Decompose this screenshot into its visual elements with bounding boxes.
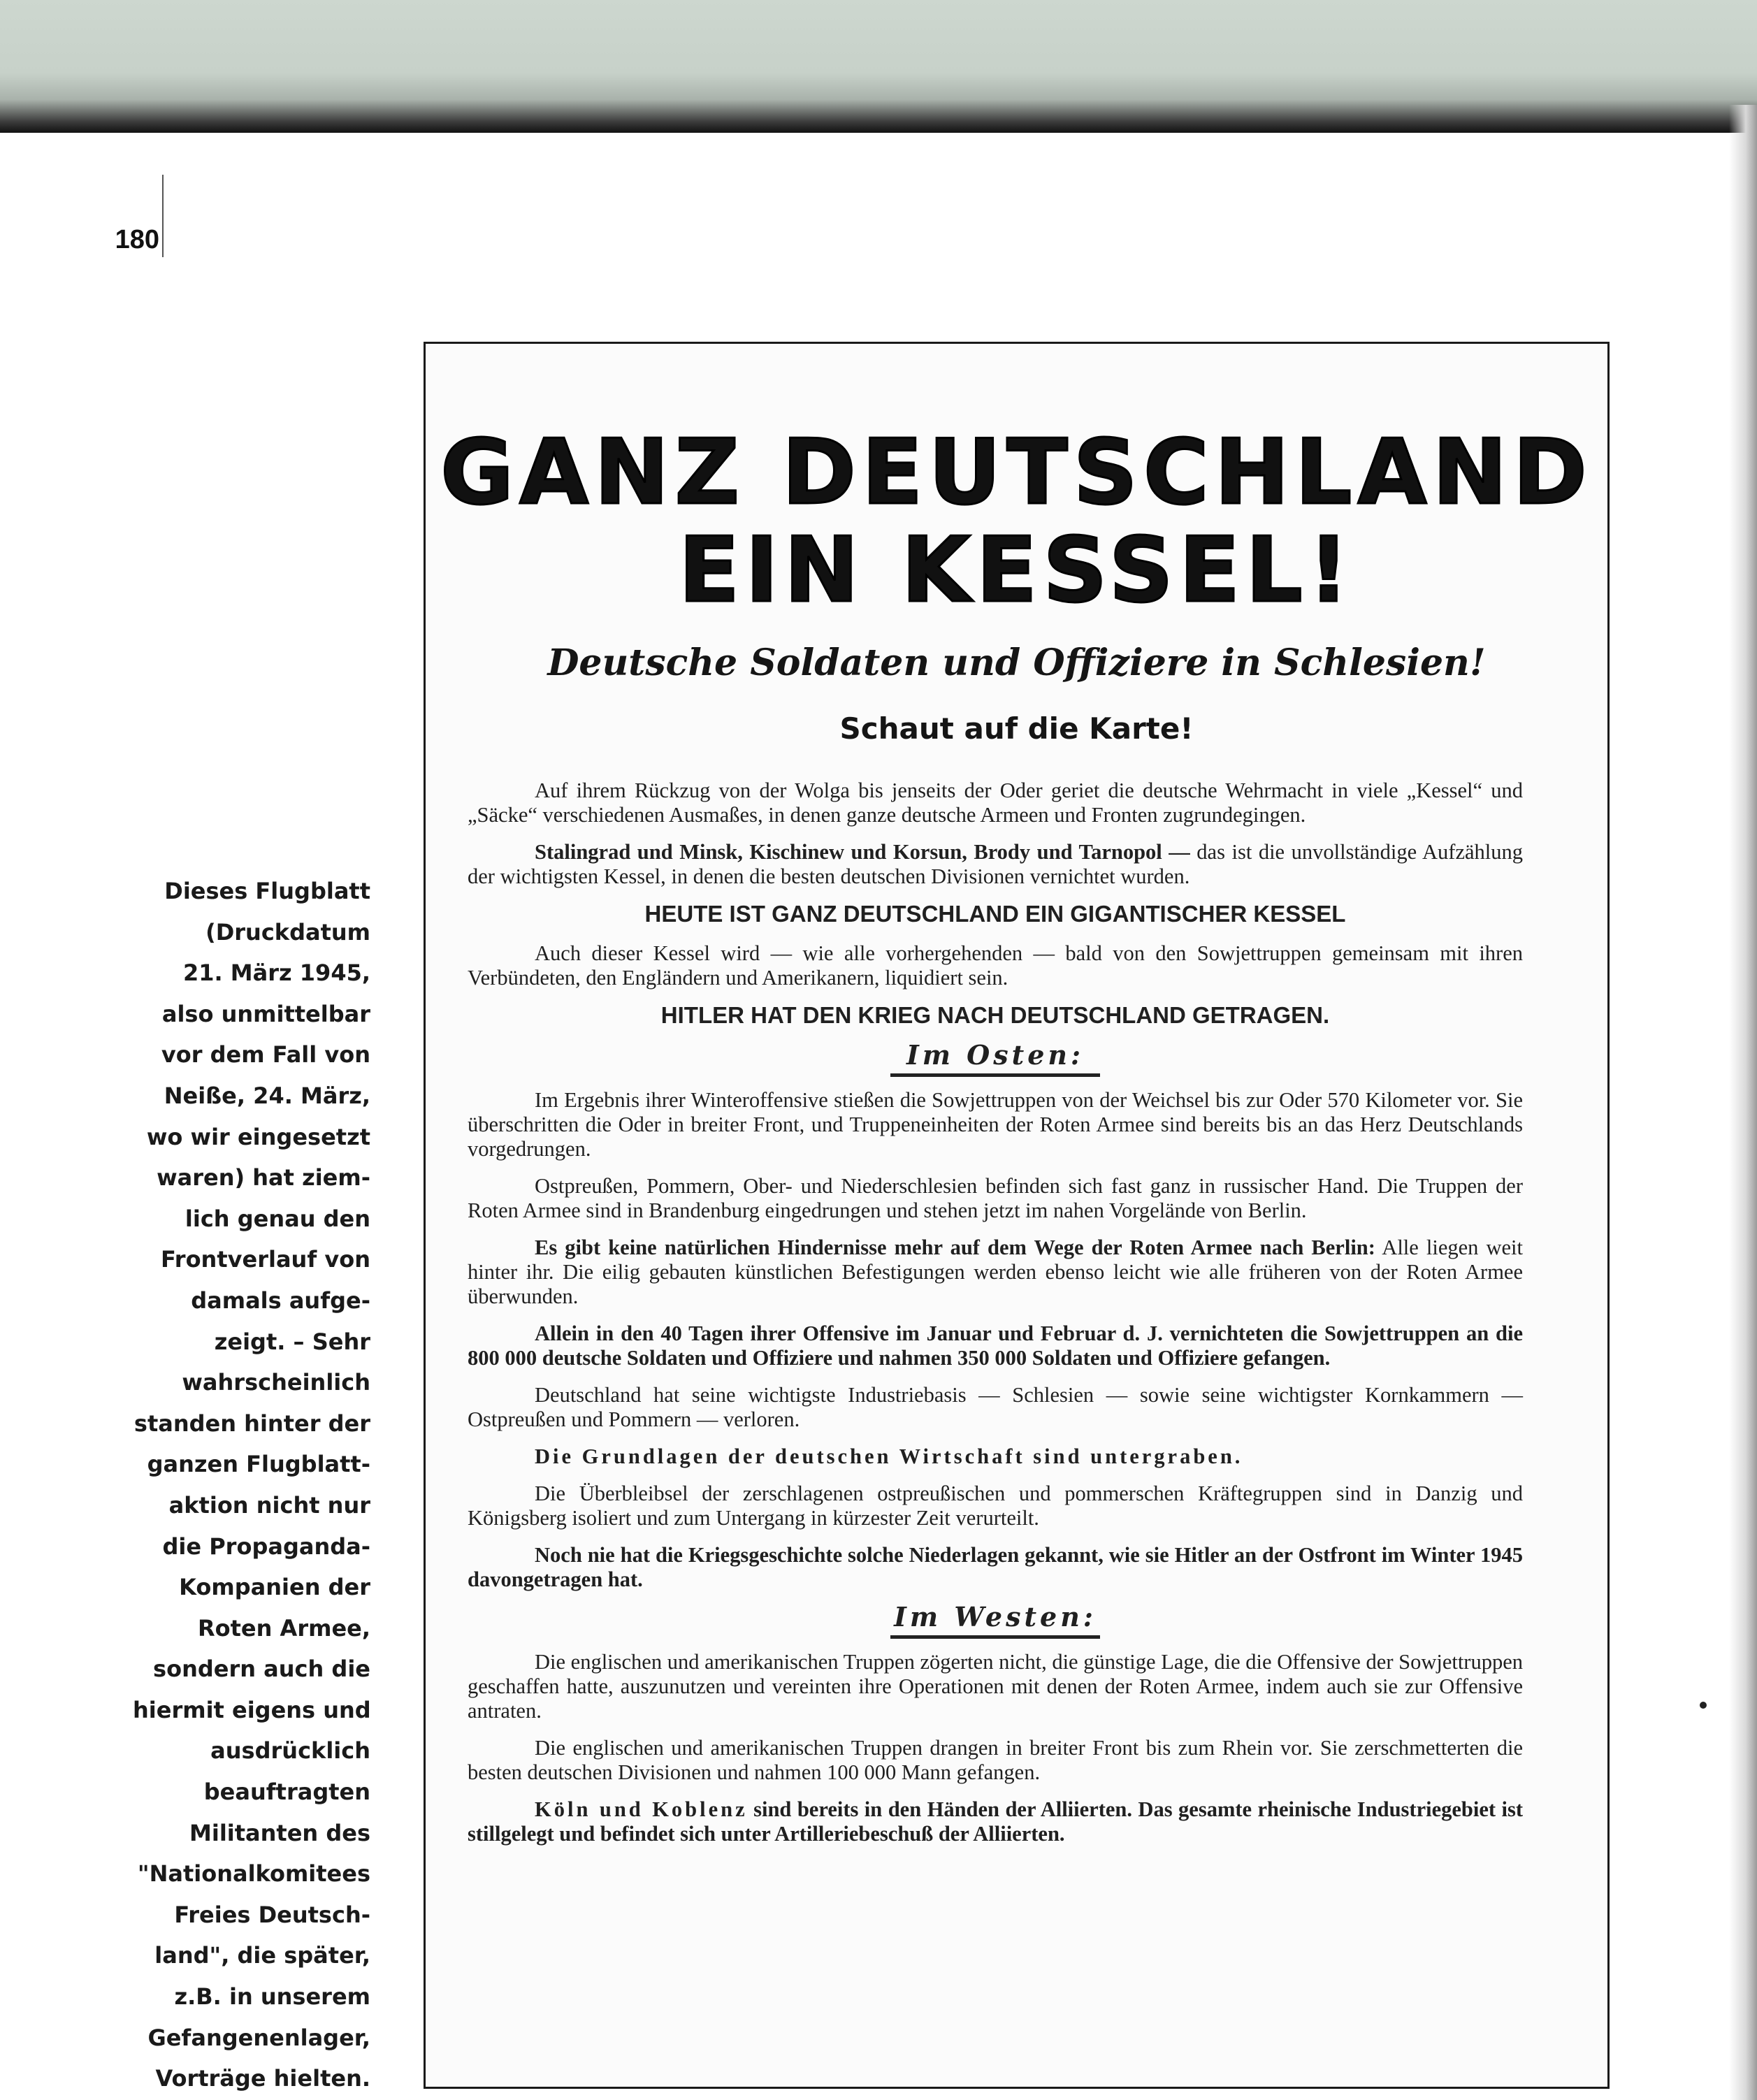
paragraph-retreat: Auf ihrem Rückzug von der Wolga bis jenseits der Oder geriet die deutsche Wehrmacht in viele „Kessel“ und „Säcke“ verschiedenen Ausmaßes, in denen ganze deutsche Armeen und Fronten zugrundegingen. bbox=[468, 779, 1523, 827]
caption-line: Gefangenenlager, bbox=[147, 2024, 370, 2051]
caption-line: ausdrücklich bbox=[210, 1737, 370, 1765]
paragraph-danzig: Die Überbleibsel der zerschlagenen ostpreußischen und pommerschen Kräftegruppen sind in Danzig und Königsberg isoliert und zum Untergang in kürzester Zeit verurteilt. bbox=[468, 1482, 1523, 1530]
leaflet-subheadline: Deutsche Soldaten und Offiziere in Schlesien! bbox=[547, 642, 1486, 684]
caption-line: Neiße, 24. März, bbox=[164, 1082, 370, 1109]
page-edge-shadow bbox=[1729, 105, 1757, 2100]
paragraph-rhine: Die englischen und amerikanischen Truppen drangen in breiter Front bis zum Rhein vor. Sie zerschmetterten die besten deutschen Divisionen und nahmen 100 000 Mann gefangen. bbox=[468, 1736, 1523, 1784]
section-heading-east: Im Osten: bbox=[468, 1043, 1523, 1067]
leaflet-body bbox=[468, 779, 1523, 1859]
scan-background-top bbox=[0, 0, 1757, 133]
caption-line: beauftragten bbox=[203, 1779, 370, 1806]
caption-line: Dieses Flugblatt bbox=[164, 878, 370, 904]
berlin-rest: Alle liegen weit hinter ihr. Die eilig gebauten künstlichen Befestigungen werden ebenso leicht wie alle früheren von der Roten Armee überwunden. bbox=[468, 1236, 1523, 1308]
section-heading-west: Im Westen: bbox=[468, 1605, 1523, 1629]
caption-line: die Propaganda- bbox=[162, 1533, 370, 1560]
paragraph-liquidation: Auch dieser Kessel wird — wie alle vorhergehenden — bald von den Sowjettruppen gemeinsam mit ihren Verbündeten, den Engländern und Amerikanern, liquidiert sein. bbox=[468, 941, 1523, 990]
paragraph-kessel-list bbox=[468, 840, 1523, 889]
caption-line: waren) hat ziem- bbox=[157, 1164, 370, 1192]
caption-line: Kompanien der bbox=[179, 1574, 370, 1601]
caption-line: aktion nicht nur bbox=[168, 1491, 370, 1519]
scan-speck bbox=[1700, 1702, 1707, 1709]
side-caption bbox=[133, 871, 370, 2099]
caption-line: sondern auch die bbox=[153, 1656, 370, 1683]
caption-line: Roten Armee, bbox=[198, 1614, 370, 1642]
caption-line: land", die später, bbox=[154, 1942, 370, 1969]
paragraph-economy: Die Grundlagen der deutschen Wirtschaft sind untergraben. bbox=[535, 1444, 1243, 1468]
caption-line: hiermit eigens und bbox=[133, 1696, 371, 1723]
caption-line: "Nationalkomitees bbox=[137, 1860, 370, 1888]
paragraph-provinces: Ostpreußen, Pommern, Ober- und Niederschlesien befinden sich fast ganz in russischer Hand. Die Truppen der Roten Armee sind in Brandenburg eingedrungen und stehen jetzt im nahen Vorgelände von Berlin. bbox=[468, 1174, 1523, 1222]
cologne-rest: sind bereits in den Händen der Alliierten. Das gesamte rheinische Industriegebiet ist stillgelegt und befindet sich unter Artilleriebeschuß der Alliierten. bbox=[468, 1797, 1523, 1846]
caption-line: vor dem Fall von bbox=[161, 1041, 370, 1069]
paragraph-winter-offensive: Im Ergebnis ihrer Winteroffensive stießen die Sowjettruppen von der Weichsel bis zur Oder 570 Kilometer vor. Sie überschritten die Oder in breiter Front, und Truppeneinheiten der Roten Armee sind bereits bis an das Herz Deutschlands vorgedrungen. bbox=[468, 1088, 1523, 1161]
caption-line: standen hinter der bbox=[133, 1410, 370, 1437]
paragraph-industry: Deutschland hat seine wichtigste Industriebasis — Schlesien — sowie seine wichtigster Kornkammern — Ostpreußen und Pommern — verloren. bbox=[468, 1383, 1523, 1431]
caps-heading-kessel: HEUTE IST GANZ DEUTSCHLAND EIN GIGANTISCHER KESSEL bbox=[644, 901, 1346, 927]
leaflet-headline-line2: EIN KESSEL! bbox=[678, 519, 1355, 623]
kessel-list-bold: Stalingrad und Minsk, Kischinew und Korsun, Brody und Tarnopol — bbox=[535, 840, 1190, 864]
cologne-spaced: Köln und Koblenz bbox=[535, 1797, 748, 1821]
caption-line: (Druckdatum bbox=[205, 918, 370, 946]
page-number: 180 bbox=[115, 225, 159, 254]
caption-line: Vorträge hielten. bbox=[155, 2065, 370, 2092]
caption-line: wahrscheinlich bbox=[182, 1369, 370, 1396]
paragraph-berlin bbox=[468, 1236, 1523, 1309]
leaflet-headline-line1: GANZ DEUTSCHLAND bbox=[440, 421, 1593, 525]
kessel-list-rest: das ist die unvollständige Aufzählung der wichtigsten Kessel, in denen die besten deutschen Divisionen vernichtet wurden. bbox=[468, 840, 1524, 888]
caption-line: wo wir eingesetzt bbox=[146, 1123, 370, 1150]
caption-line: zeigt. – Sehr bbox=[214, 1328, 370, 1355]
berlin-bold: Es gibt keine natürlichen Hindernisse mehr auf dem Wege der Roten Armee nach Berlin: bbox=[535, 1236, 1375, 1259]
leaflet-subheadline-2: Schaut auf die Karte! bbox=[839, 711, 1194, 746]
caption-line: also unmittelbar bbox=[161, 1000, 370, 1027]
paragraph-defeats: Noch nie hat die Kriegsgeschichte solche Niederlagen gekannt, wie sie Hitler an der Ostfront im Winter 1945 davongetragen hat. bbox=[468, 1543, 1523, 1591]
caption-line: Freies Deutsch- bbox=[174, 1901, 370, 1928]
paragraph-cologne bbox=[468, 1797, 1523, 1846]
leaflet bbox=[424, 342, 1610, 2089]
caps-heading-hitler: HITLER HAT DEN KRIEG NACH DEUTSCHLAND GETRAGEN. bbox=[660, 1002, 1330, 1028]
caption-line: 21. März 1945, bbox=[182, 960, 370, 987]
caption-line: damals aufge- bbox=[191, 1287, 370, 1314]
paragraph-west-offensive: Die englischen und amerikanischen Truppen zögerten nicht, die günstige Lage, die die Offensive der Sowjettruppen geschaffen hatte, auszunutzen und vereinten ihre Operationen mit denen der Roten Armee, indem auch sie zur Offensive antraten. bbox=[468, 1650, 1523, 1723]
caption-line: z.B. in unserem bbox=[174, 1983, 370, 2011]
caption-line: Militanten des bbox=[189, 1819, 370, 1846]
paragraph-casualties: Allein in den 40 Tagen ihrer Offensive im Januar und Februar d. J. vernichteten die Sowjettruppen an die 800 000 deutsche Soldaten und Offiziere und nahmen 350 000 Soldaten und Offiziere gefangen. bbox=[468, 1321, 1523, 1370]
page-number-rule bbox=[162, 175, 164, 257]
caption-line: lich genau den bbox=[185, 1205, 370, 1232]
caption-line: ganzen Flugblatt- bbox=[147, 1451, 370, 1478]
caption-line: Frontverlauf von bbox=[160, 1246, 370, 1273]
